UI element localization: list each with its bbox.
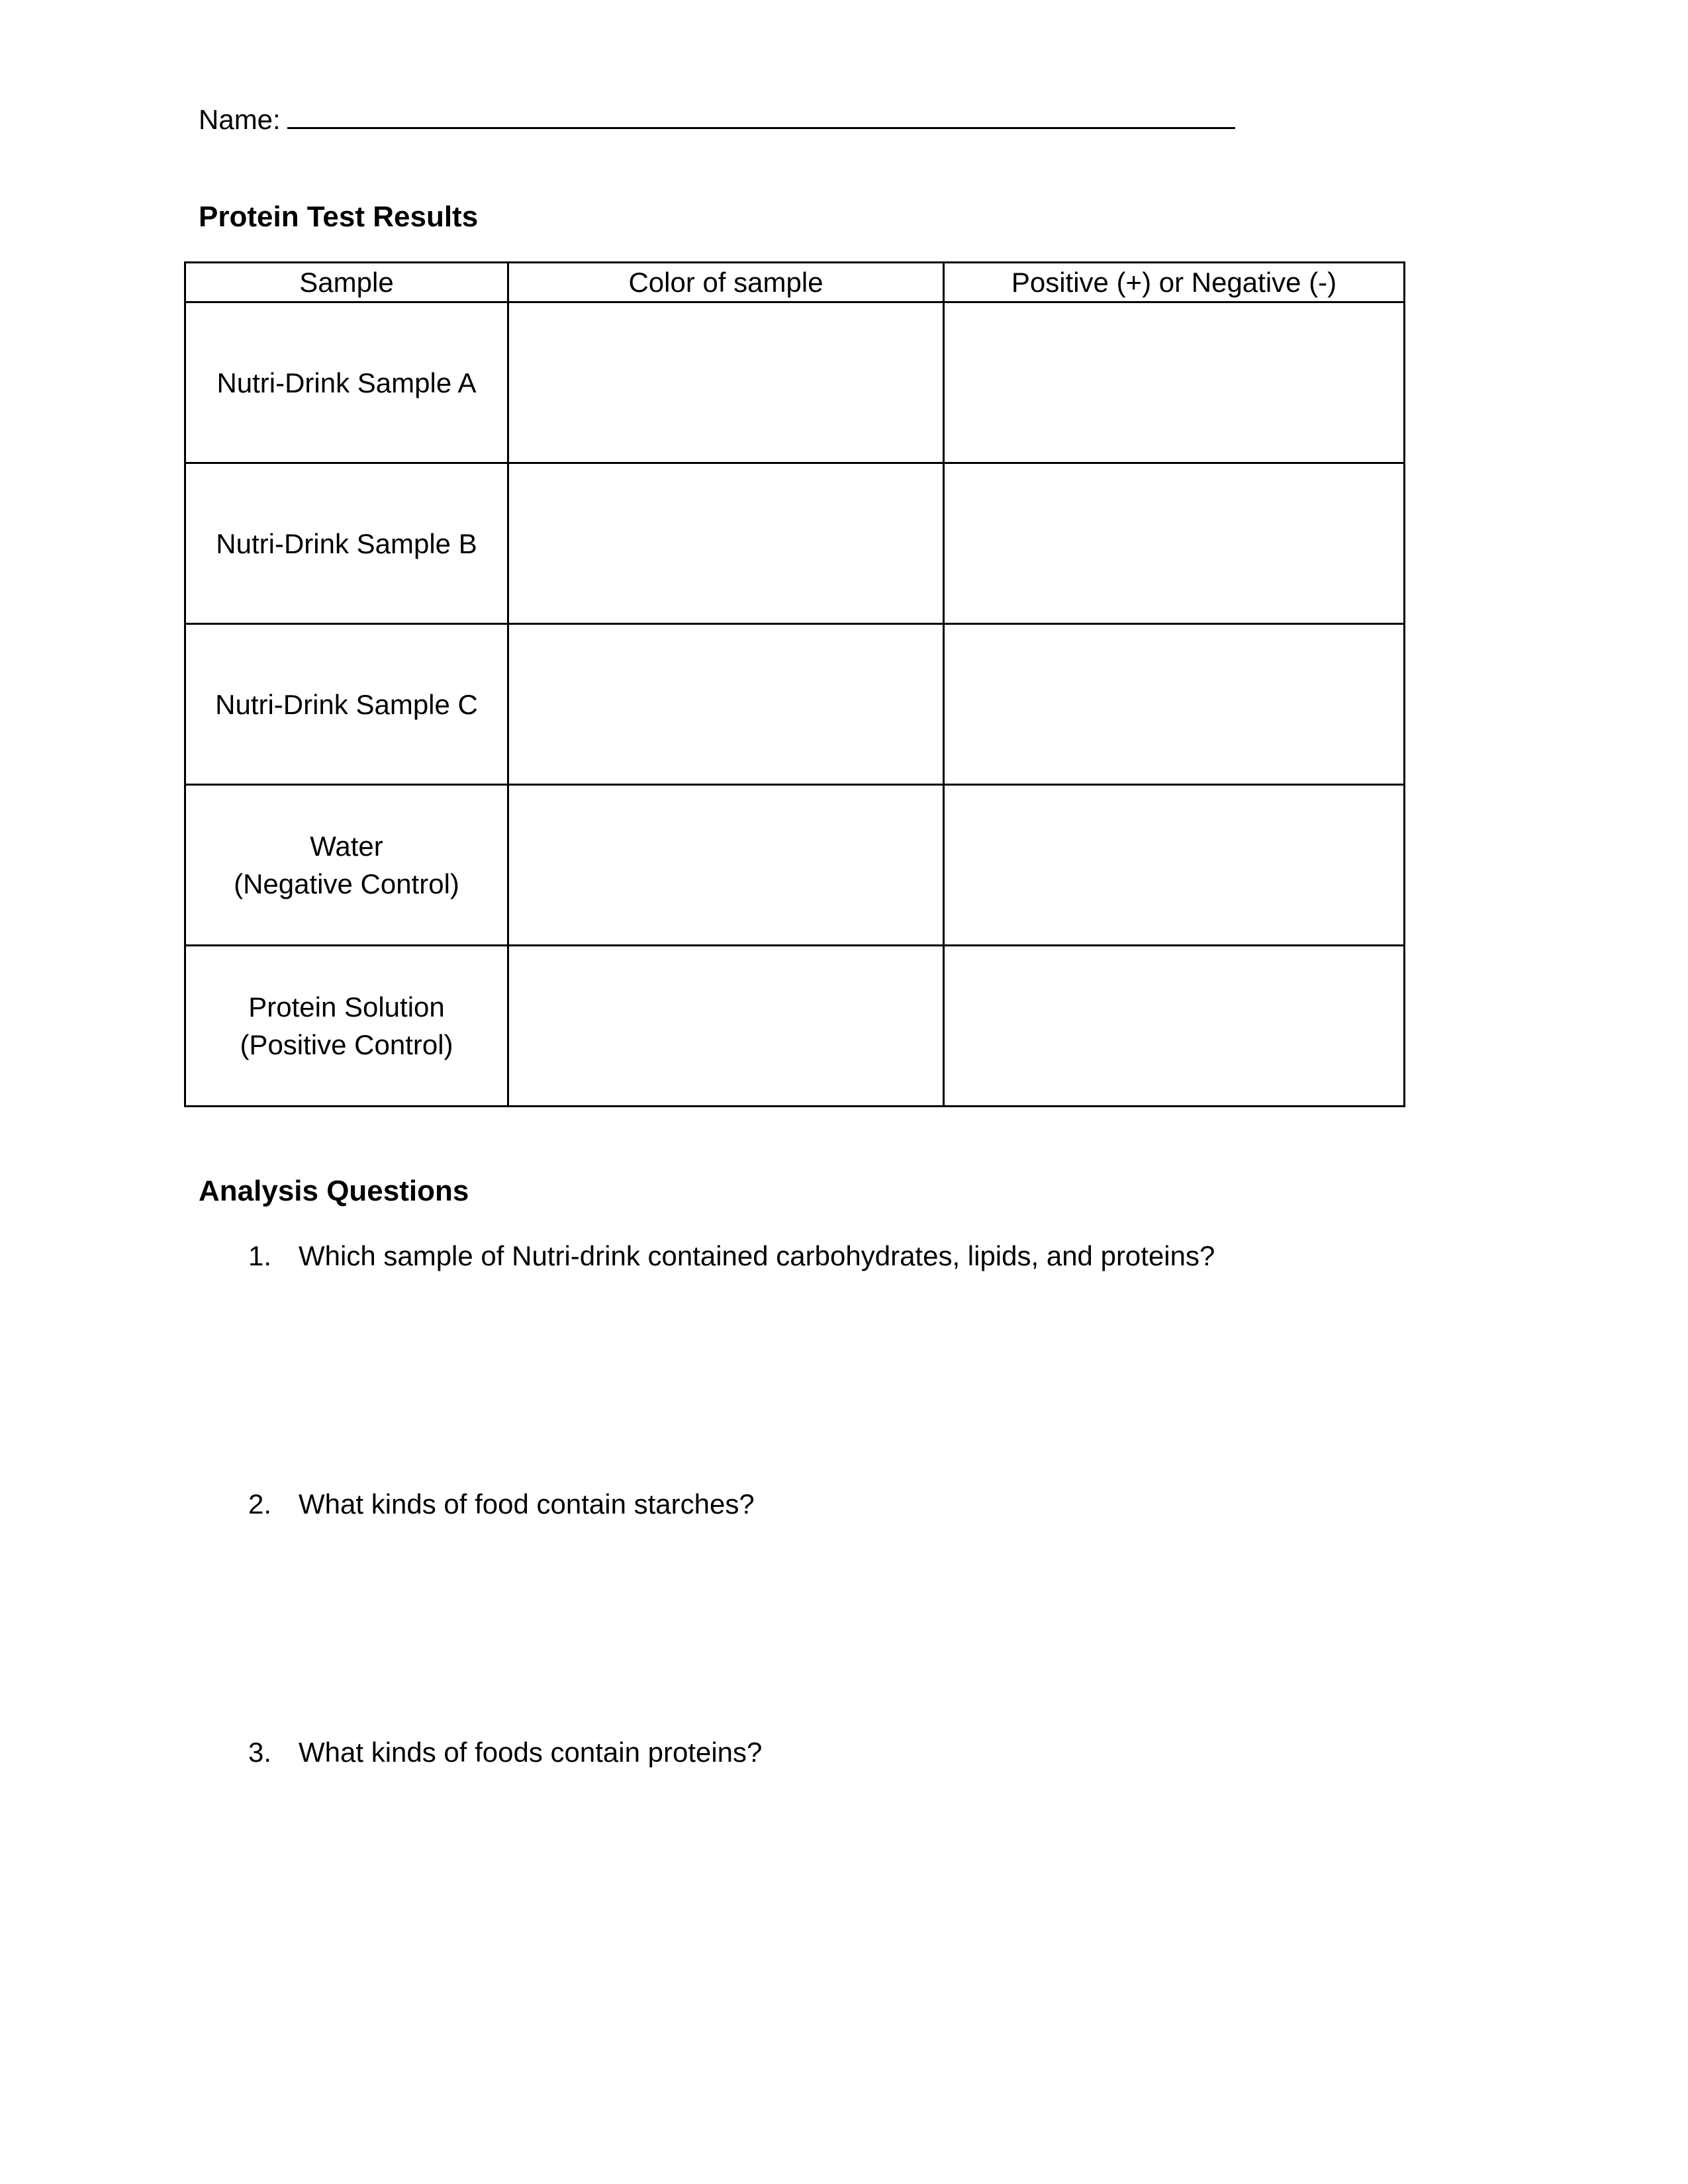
sample-label: Nutri-Drink Sample C [215, 688, 478, 720]
color-cell[interactable] [508, 946, 944, 1107]
sample-cell [185, 624, 508, 785]
protein-results-table [184, 261, 1405, 1107]
name-label: Name: [199, 104, 281, 135]
color-cell[interactable] [508, 463, 944, 624]
question-number: 2. [248, 1488, 272, 1520]
sample-sublabel: (Negative Control) [234, 868, 459, 899]
question-item [248, 1238, 1215, 1486]
analysis-questions-title: Analysis Questions [199, 1175, 469, 1207]
table-header-row [185, 263, 1405, 302]
question-item [248, 1734, 1215, 1982]
question-text: What kinds of foods contain proteins? [299, 1737, 763, 1768]
name-line [199, 98, 1235, 138]
analysis-question-list [248, 1238, 1215, 1982]
color-cell[interactable] [508, 624, 944, 785]
header-color: Color of sample [508, 263, 944, 302]
header-result: Positive (+) or Negative (-) [944, 263, 1405, 302]
sample-label: Protein Solution [248, 991, 445, 1023]
result-cell[interactable] [944, 624, 1405, 785]
sample-cell [185, 785, 508, 946]
table-row [185, 785, 1405, 946]
sample-cell [185, 302, 508, 463]
result-cell[interactable] [944, 946, 1405, 1107]
sample-label: Nutri-Drink Sample B [216, 527, 477, 559]
sample-label: Water [310, 831, 383, 862]
sample-label: Nutri-Drink Sample A [216, 367, 477, 398]
table-row [185, 946, 1405, 1107]
sample-cell [185, 463, 508, 624]
question-text: Which sample of Nutri-drink contained carbohydrates, lipids, and proteins? [299, 1240, 1215, 1271]
table-row [185, 624, 1405, 785]
result-cell[interactable] [944, 302, 1405, 463]
result-cell[interactable] [944, 463, 1405, 624]
table-row [185, 302, 1405, 463]
question-text: What kinds of food contain starches? [299, 1488, 755, 1520]
protein-results-title: Protein Test Results [199, 201, 479, 233]
question-number: 3. [248, 1737, 272, 1768]
table-row [185, 463, 1405, 624]
question-item [248, 1486, 1215, 1734]
header-sample: Sample [185, 263, 508, 302]
color-cell[interactable] [508, 302, 944, 463]
name-blank-field[interactable] [287, 98, 1235, 129]
sample-sublabel: (Positive Control) [240, 1029, 453, 1060]
result-cell[interactable] [944, 785, 1405, 946]
sample-cell [185, 946, 508, 1107]
question-number: 1. [248, 1240, 272, 1271]
color-cell[interactable] [508, 785, 944, 946]
